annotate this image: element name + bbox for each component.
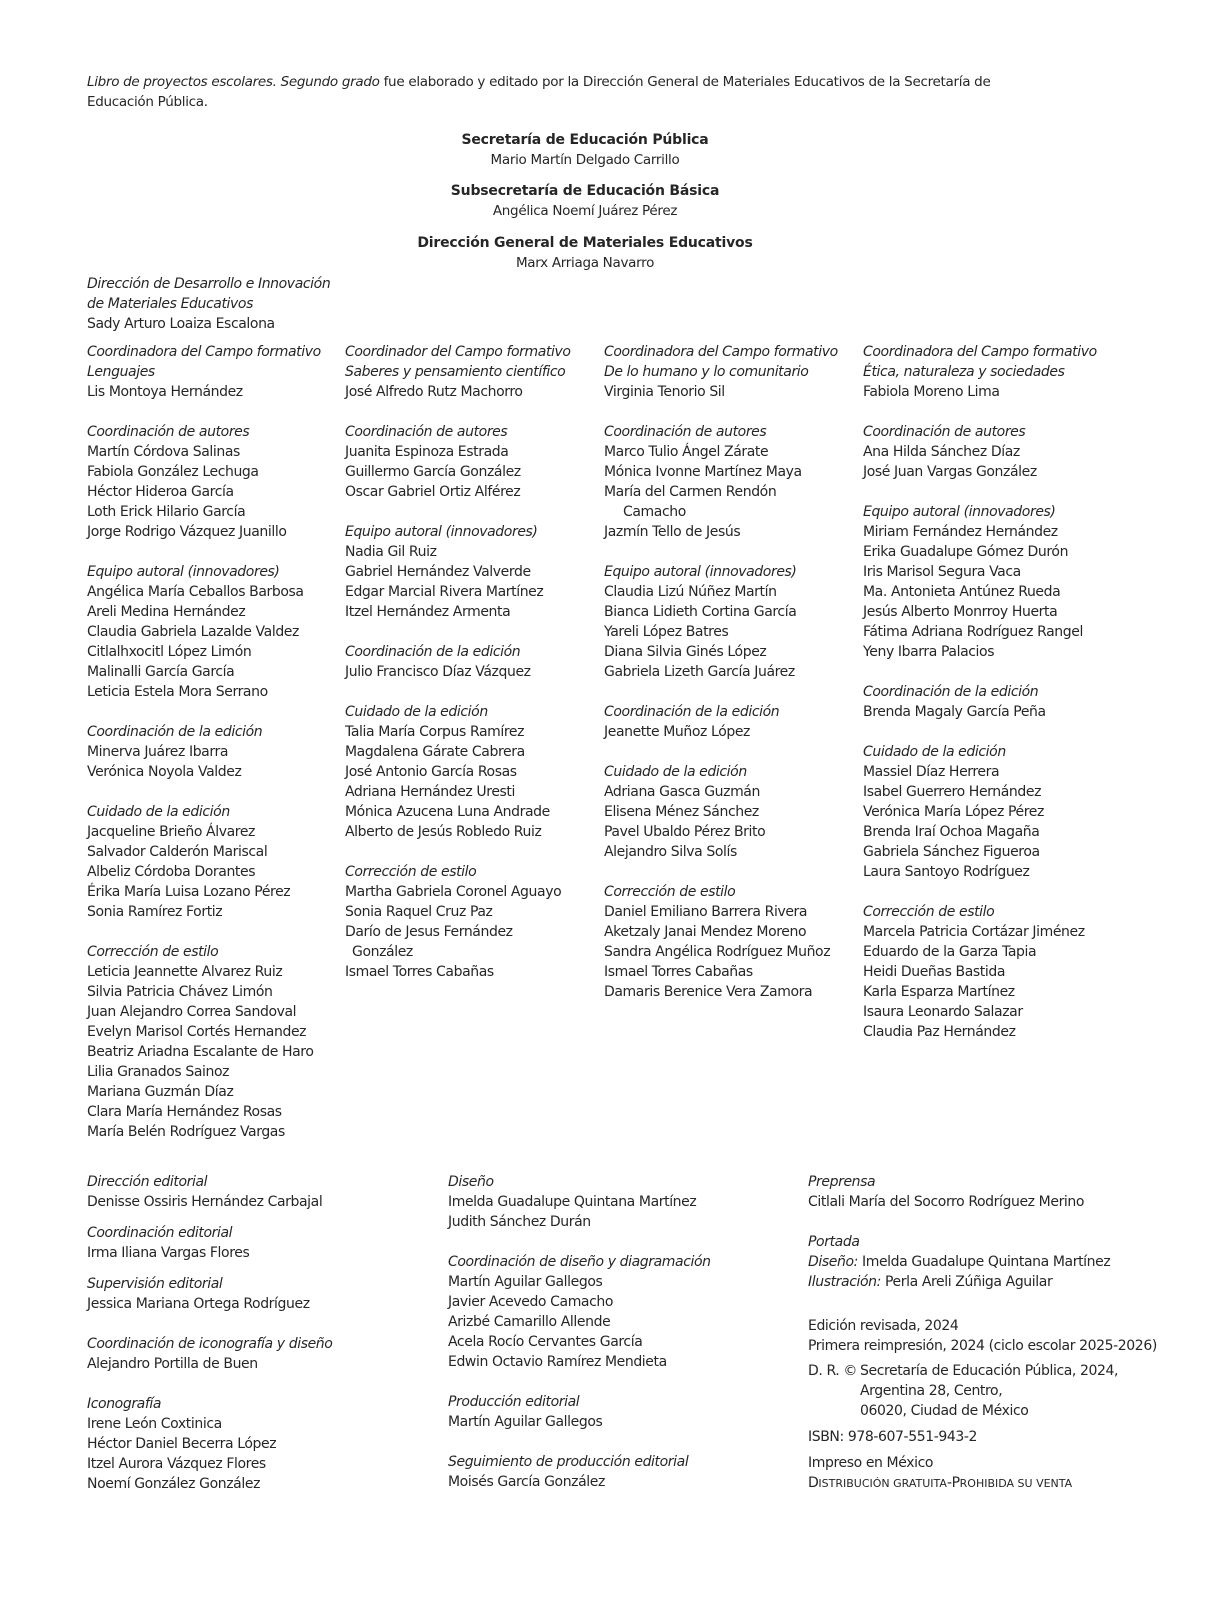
person-name: Salvador Calderón Mariscal <box>87 844 268 860</box>
person-name: Jeanette Muñoz López <box>604 724 751 740</box>
person-name: Aketzaly Janai Mendez Moreno <box>604 924 807 940</box>
person-name: Erika Guadalupe Gómez Durón <box>863 544 1069 560</box>
bottom-diseno <box>448 1172 711 1492</box>
book-title: Libro de proyectos escolares. Segundo grado <box>87 74 380 90</box>
person-name: Irma Iliana Vargas Flores <box>87 1245 250 1261</box>
person-name: Noemí González González <box>87 1476 261 1492</box>
authority-title: Subsecretaría de Educación Básica <box>450 183 720 199</box>
person-name: Elisena Ménez Sánchez <box>604 804 759 820</box>
section-heading: Coordinación de autores <box>863 424 1026 440</box>
copyright-block <box>808 1361 1157 1421</box>
section-heading: Supervisión editorial <box>87 1276 223 1292</box>
column-lenguajes <box>87 342 321 1142</box>
person-name: Jazmín Tello de Jesús <box>604 524 741 540</box>
reprint-text: Primera reimpresión, 2024 (ciclo escolar 2025-2026) <box>808 1338 1157 1354</box>
person-name: Minerva Juárez Ibarra <box>87 744 229 760</box>
person-name: Claudia Paz Hernández <box>863 1024 1016 1040</box>
person-name: Laura Santoyo Rodríguez <box>863 864 1030 880</box>
person-name: Érika María Luisa Lozano Pérez <box>87 884 291 900</box>
person-name: Claudia Gabriela Lazalde Valdez <box>87 624 299 640</box>
person-name: Brenda Magaly García Peña <box>863 704 1046 720</box>
person-name: Bianca Lidieth Cortina García <box>604 604 797 620</box>
cover-design-line: Diseño: Imelda Guadalupe Quintana Martínez <box>808 1254 1111 1270</box>
person-name: José Antonio García Rosas <box>345 764 517 780</box>
section-heading: Coordinación de iconografía y diseño <box>87 1336 333 1352</box>
section-heading: Saberes y pensamiento científico <box>345 364 566 380</box>
person-name: José Alfredo Rutz Machorro <box>345 384 523 400</box>
person-name: Gabriel Hernández Valverde <box>345 564 531 580</box>
person-name: Isaura Leonardo Salazar <box>863 1004 1023 1020</box>
section-heading: Dirección de Desarrollo e Innovación <box>87 276 331 292</box>
person-name: Marcela Patricia Cortázar Jiménez <box>863 924 1085 940</box>
section-heading: de Materiales Educativos <box>87 296 253 312</box>
label: Ilustración: <box>808 1274 881 1290</box>
person-name: Lilia Granados Sainoz <box>87 1064 230 1080</box>
person-name: Massiel Díaz Herrera <box>863 764 1000 780</box>
section-heading: Coordinación de autores <box>87 424 250 440</box>
person-name: Diana Silvia Ginés López <box>604 644 767 660</box>
person-name: Moisés García González <box>448 1474 605 1490</box>
section-heading: De lo humano y lo comunitario <box>604 364 809 380</box>
copyright-line: Argentina 28, Centro, <box>860 1383 1003 1399</box>
person-name: Claudia Lizú Núñez Martín <box>604 584 777 600</box>
person-name: Ana Hilda Sánchez Díaz <box>863 444 1020 460</box>
person-name: Héctor Hideroa García <box>87 484 234 500</box>
authority-name: Angélica Noemí Juárez Pérez <box>492 203 678 219</box>
person-name: Citlali María del Socorro Rodríguez Merino <box>808 1194 1085 1210</box>
person-name: Isabel Guerrero Hernández <box>863 784 1042 800</box>
section-heading: Coordinación de la edición <box>87 724 263 740</box>
person-name: Yeny Ibarra Palacios <box>863 644 995 660</box>
intro-text-line2: Educación Pública. <box>87 94 208 110</box>
person-name: Silvia Patricia Chávez Limón <box>87 984 273 1000</box>
person-name: Marco Tulio Ángel Zárate <box>604 444 769 460</box>
person-name: Verónica María López Pérez <box>863 804 1044 820</box>
section-heading: Cuidado de la edición <box>863 744 1006 760</box>
section-heading: Corrección de estilo <box>863 904 995 920</box>
section-heading: Lenguajes <box>87 364 155 380</box>
section-heading: Coordinadora del Campo formativo <box>863 344 1097 360</box>
person-name: Itzel Hernández Armenta <box>345 604 511 620</box>
authority-title: Dirección General de Materiales Educativos <box>417 235 753 251</box>
person-name: Irene León Coxtinica <box>87 1416 222 1432</box>
person-name: Sandra Angélica Rodríguez Muñoz <box>604 944 831 960</box>
person-name: Sonia Ramírez Fortiz <box>87 904 223 920</box>
person-name: Mónica Ivonne Martínez Maya <box>604 464 802 480</box>
person-name: Evelyn Marisol Cortés Hernandez <box>87 1024 307 1040</box>
person-name-continued: Camacho <box>623 504 686 520</box>
person-name: Adriana Gasca Guzmán <box>604 784 760 800</box>
edition-text: Edición revisada, 2024 <box>808 1318 959 1334</box>
person-name: Adriana Hernández Uresti <box>345 784 516 800</box>
person-name: Verónica Noyola Valdez <box>87 764 242 780</box>
person-name: Iris Marisol Segura Vaca <box>863 564 1021 580</box>
section-heading: Preprensa <box>808 1174 876 1190</box>
person-name: Imelda Guadalupe Quintana Martínez <box>448 1194 697 1210</box>
person-name: Jorge Rodrigo Vázquez Juanillo <box>87 524 287 540</box>
person-name: Denisse Ossiris Hernández Carbajal <box>87 1194 323 1210</box>
copyright-line: Secretaría de Educación Pública, 2024, <box>860 1363 1119 1379</box>
person-name: Fabiola González Lechuga <box>87 464 259 480</box>
person-name: Sonia Raquel Cruz Paz <box>345 904 493 920</box>
intro-text: fue elaborado y editado por la Dirección General de Materiales Educativos de la Secretaría de <box>383 74 991 90</box>
section-heading: Cuidado de la edición <box>345 704 488 720</box>
person-name: Gabriela Lizeth García Juárez <box>604 664 795 680</box>
person-name: Martín Aguilar Gallegos <box>448 1274 603 1290</box>
section-heading: Equipo autoral (innovadores) <box>345 524 538 540</box>
person-name: José Juan Vargas González <box>863 464 1037 480</box>
copyright-line: 06020, Ciudad de México <box>860 1403 1029 1419</box>
person-name: Karla Esparza Martínez <box>863 984 1015 1000</box>
authority-sep <box>0 130 1170 170</box>
person-name: Brenda Iraí Ochoa Magaña <box>863 824 1040 840</box>
person-name: Magdalena Gárate Cabrera <box>345 744 525 760</box>
person-name: Darío de Jesus Fernández <box>345 924 513 940</box>
person-name: Lis Montoya Hernández <box>87 384 243 400</box>
section-heading: Dirección editorial <box>87 1174 208 1190</box>
bottom-preprensa <box>808 1172 1157 1494</box>
authority-name: Mario Martín Delgado Carrillo <box>490 152 680 168</box>
person-name: Mónica Azucena Luna Andrade <box>345 804 550 820</box>
person-name: Martha Gabriela Coronel Aguayo <box>345 884 562 900</box>
person-name: Fátima Adriana Rodríguez Rangel <box>863 624 1083 640</box>
person-name: Javier Acevedo Camacho <box>448 1294 614 1310</box>
person-name-continued: González <box>352 944 413 960</box>
section-heading: Diseño <box>448 1174 494 1190</box>
person-name: Clara María Hernández Rosas <box>87 1104 282 1120</box>
person-name: Miriam Fernández Hernández <box>863 524 1058 540</box>
person-name: Beatriz Ariadna Escalante de Haro <box>87 1044 314 1060</box>
section-heading: Cuidado de la edición <box>604 764 747 780</box>
section-heading: Equipo autoral (innovadores) <box>863 504 1056 520</box>
column-saberes <box>345 342 571 982</box>
person-name: Damaris Berenice Vera Zamora <box>604 984 813 1000</box>
label: Diseño: <box>808 1254 858 1270</box>
section-heading: Corrección de estilo <box>345 864 477 880</box>
person-name: Angélica María Ceballos Barbosa <box>87 584 304 600</box>
authority-title: Secretaría de Educación Pública <box>461 132 709 148</box>
person-name: Juanita Espinoza Estrada <box>345 444 509 460</box>
person-name: Gabriela Sánchez Figueroa <box>863 844 1040 860</box>
section-heading: Corrección de estilo <box>87 944 219 960</box>
section-heading: Portada <box>808 1234 860 1250</box>
intro-paragraph <box>87 72 1047 112</box>
person-name: Arizbé Camarillo Allende <box>448 1314 611 1330</box>
column-etica <box>863 342 1097 1042</box>
person-name: Leticia Jeannette Alvarez Ruiz <box>87 964 283 980</box>
column-humano <box>604 342 838 1002</box>
person-name: Pavel Ubaldo Pérez Brito <box>604 824 766 840</box>
person-name: Juan Alejandro Correa Sandoval <box>87 1004 297 1020</box>
person-name: Edgar Marcial Rivera Martínez <box>345 584 544 600</box>
bottom-editorial <box>87 1172 332 1494</box>
copyright-label: D. R. © <box>808 1363 858 1379</box>
person-name: Loth Erick Hilario García <box>87 504 246 520</box>
person-name: Albeliz Córdoba Dorantes <box>87 864 256 880</box>
person-name: Jacqueline Brieño Álvarez <box>87 824 255 840</box>
person-name: Ismael Torres Cabañas <box>345 964 494 980</box>
person-name: Héctor Daniel Becerra López <box>87 1436 277 1452</box>
person-name: Citlalhxocitl López Limón <box>87 644 252 660</box>
person-name: Alejandro Silva Solís <box>604 844 737 860</box>
person-name: Talia María Corpus Ramírez <box>345 724 525 740</box>
section-heading: Coordinación de diseño y diagramación <box>448 1254 711 1270</box>
person-name: Alberto de Jesús Robledo Ruiz <box>345 824 542 840</box>
section-heading: Coordinación de la edición <box>863 684 1039 700</box>
person-name: Judith Sánchez Durán <box>448 1214 591 1230</box>
authority-seb <box>0 181 1170 221</box>
person-name: Oscar Gabriel Ortiz Alférez <box>345 484 521 500</box>
person-name: Areli Medina Hernández <box>87 604 246 620</box>
section-heading: Coordinación editorial <box>87 1225 233 1241</box>
person-name: María del Carmen Rendón <box>604 484 777 500</box>
section-heading: Ética, naturaleza y sociedades <box>863 364 1065 380</box>
person-name: María Belén Rodríguez Vargas <box>87 1124 285 1140</box>
section-heading: Corrección de estilo <box>604 884 736 900</box>
section-heading: Coordinación de la edición <box>604 704 780 720</box>
distribution-notice: DISTRIBUCIÓN GRATUITA-PROHIBIDA SU VENTA <box>808 1475 1073 1491</box>
person-name: Nadia Gil Ruiz <box>345 544 437 560</box>
person-name: Jessica Mariana Ortega Rodríguez <box>87 1296 310 1312</box>
section-heading: Iconografía <box>87 1396 162 1412</box>
person-name: Leticia Estela Mora Serrano <box>87 684 268 700</box>
person-name: Daniel Emiliano Barrera Rivera <box>604 904 808 920</box>
person-name: Jesús Alberto Monrroy Huerta <box>863 604 1058 620</box>
section-heading: Coordinación de autores <box>604 424 767 440</box>
person-name: Mariana Guzmán Díaz <box>87 1084 234 1100</box>
section-heading: Seguimiento de producción editorial <box>448 1454 689 1470</box>
person-name: Heidi Dueñas Bastida <box>863 964 1006 980</box>
person-name: Acela Rocío Cervantes García <box>448 1334 643 1350</box>
person-name: Ismael Torres Cabañas <box>604 964 753 980</box>
isbn: ISBN: 978-607-551-943-2 <box>808 1429 978 1445</box>
person-name: Virginia Tenorio Sil <box>604 384 725 400</box>
section-heading: Coordinadora del Campo formativo <box>604 344 838 360</box>
person-name: Itzel Aurora Vázquez Flores <box>87 1456 266 1472</box>
person-name: Julio Francisco Díaz Vázquez <box>345 664 531 680</box>
person-name: Martín Aguilar Gallegos <box>448 1414 603 1430</box>
section-heading: Equipo autoral (innovadores) <box>604 564 797 580</box>
section-heading: Producción editorial <box>448 1394 580 1410</box>
section-heading: Coordinadora del Campo formativo <box>87 344 321 360</box>
person-name: Guillermo García González <box>345 464 521 480</box>
person-name: Fabiola Moreno Lima <box>863 384 1000 400</box>
authority-dgme <box>0 233 1170 273</box>
person-name: Edwin Octavio Ramírez Mendieta <box>448 1354 667 1370</box>
section-heading: Cuidado de la edición <box>87 804 230 820</box>
section-heading: Coordinador del Campo formativo <box>345 344 571 360</box>
person-name: Ma. Antonieta Antúnez Rueda <box>863 584 1061 600</box>
person-name: Yareli López Batres <box>604 624 729 640</box>
person-name: Eduardo de la Garza Tapia <box>863 944 1037 960</box>
cover-illustration-line: Ilustración: Perla Areli Zúñiga Aguilar <box>808 1274 1053 1290</box>
printed-in: Impreso en México <box>808 1455 934 1471</box>
authority-name: Marx Arriaga Navarro <box>515 255 655 271</box>
section-heading: Coordinación de la edición <box>345 644 521 660</box>
person-name: Alejandro Portilla de Buen <box>87 1356 258 1372</box>
person-name: Malinalli García García <box>87 664 235 680</box>
person-name: Sady Arturo Loaiza Escalona <box>87 316 275 332</box>
person-name: Martín Córdova Salinas <box>87 444 240 460</box>
section-heading: Equipo autoral (innovadores) <box>87 564 280 580</box>
direccion-desarrollo <box>87 274 330 334</box>
section-heading: Coordinación de autores <box>345 424 508 440</box>
